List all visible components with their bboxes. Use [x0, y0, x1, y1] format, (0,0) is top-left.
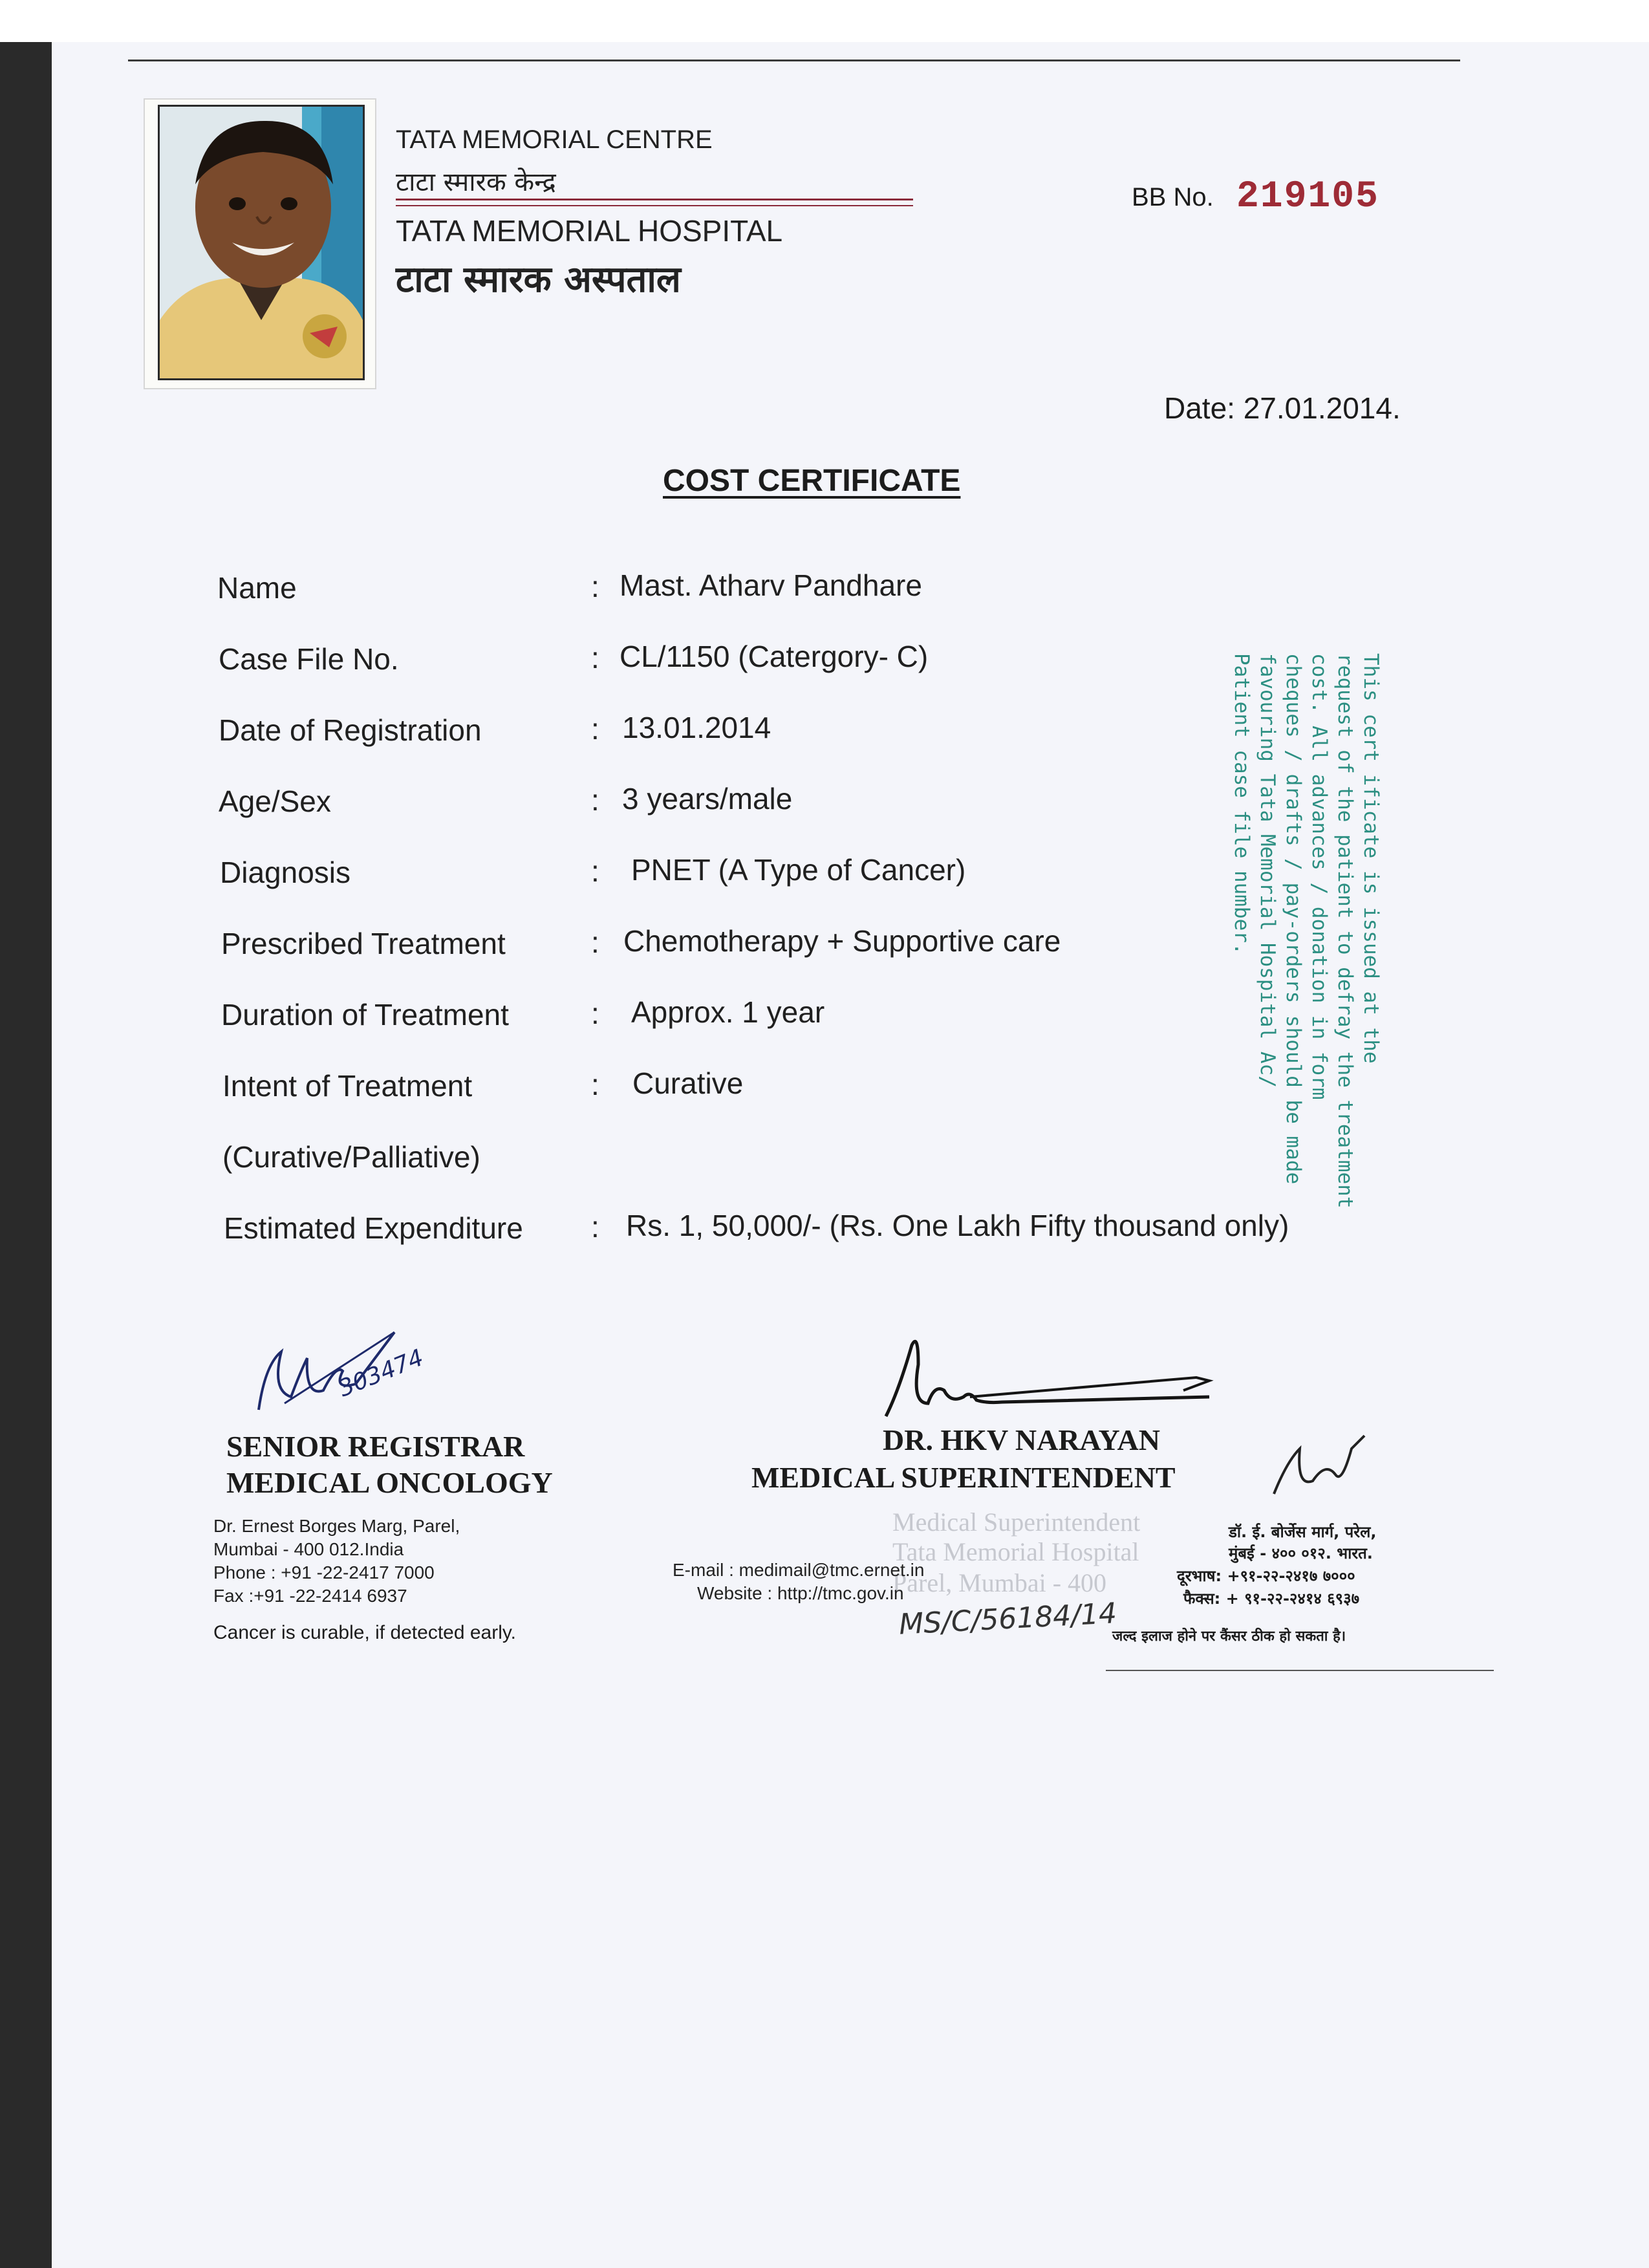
patient-photo-image: [160, 107, 363, 378]
field-colon: :: [591, 997, 599, 1030]
registrar-department: MEDICAL ONCOLOGY: [226, 1466, 553, 1499]
faint-stamp-line: Tata Memorial Hospital: [892, 1537, 1139, 1566]
footer-address-line: Mumbai - 400 012.India: [213, 1539, 404, 1559]
footer-email: E-mail : medimail@tmc.ernet.in: [673, 1560, 925, 1580]
payment-instruction-stamp: [1229, 653, 1384, 1209]
field-colon: :: [591, 1068, 599, 1101]
faint-stamp-line: Parel, Mumbai - 400: [892, 1568, 1107, 1597]
footer-phone: Phone : +91 -22-2417 7000: [213, 1562, 435, 1582]
field-value: Rs. 1, 50,000/- (Rs. One Lakh Fifty thousand only): [626, 1209, 1289, 1242]
top-rule: [128, 59, 1460, 61]
field-value: 3 years/male: [622, 782, 793, 815]
field-value: Curative: [632, 1066, 744, 1100]
footer-fax: Fax :+91 -22-2414 6937: [213, 1586, 407, 1606]
field-label: Date of Registration: [219, 713, 482, 747]
faint-stamp-line: Medical Superintendent: [892, 1507, 1141, 1537]
stamp-line: cheques / drafts / pay-orders should be made: [1282, 653, 1305, 1185]
stamp-line: cost. All advances / donation in form: [1308, 653, 1331, 1100]
superintendent-signature: [873, 1326, 1222, 1429]
footer-address-hi: मुंबई - ४०० ०१२. भारत.: [1229, 1544, 1373, 1562]
footer-website: Website : http://tmc.gov.in: [697, 1583, 904, 1603]
bb-no-value: 219105: [1236, 176, 1379, 218]
stamp-line: Patient case file number.: [1230, 653, 1253, 955]
field-label: Case File No.: [219, 642, 399, 676]
field-colon: :: [591, 783, 599, 817]
field-label: Intent of Treatment: [222, 1069, 473, 1103]
footer-rule: [1106, 1670, 1494, 1671]
hospital-name-en: TATA MEMORIAL HOSPITAL: [396, 214, 783, 248]
footer-fax-hi: फैक्स: + ९१-२२-२४१४ ६९३७: [1183, 1590, 1360, 1608]
initials-signature: [1267, 1423, 1371, 1507]
field-colon: :: [591, 712, 599, 746]
registrar-signature-number: 303474: [335, 1344, 427, 1403]
footer-tagline-hi: जल्द इलाज होने पर कैंसर ठीक हो सकता है।: [1112, 1628, 1346, 1645]
field-label: Name: [217, 571, 297, 605]
footer-address-hi: डॉ. ई. बोर्जेस मार्ग, परेल,: [1229, 1523, 1377, 1541]
reference-number: MS/C/56184/14: [898, 1597, 1118, 1641]
field-label: Estimated Expenditure: [224, 1211, 523, 1245]
field-value: Approx. 1 year: [631, 995, 825, 1029]
certificate-date: Date: 27.01.2014.: [1164, 391, 1401, 425]
field-colon: :: [591, 1210, 599, 1244]
patient-photo: [158, 105, 365, 380]
field-label: Duration of Treatment: [221, 998, 509, 1031]
letterhead-rule: [396, 199, 913, 200]
field-label: (Curative/Palliative): [222, 1140, 480, 1174]
field-label: Diagnosis: [220, 856, 350, 889]
document-title: COST CERTIFICATE: [663, 464, 961, 498]
registrar-signature: [246, 1319, 453, 1423]
field-value: Mast. Atharv Pandhare: [620, 568, 922, 602]
stamp-line: request of the patient to defray the treatment: [1333, 653, 1357, 1209]
field-label: Prescribed Treatment: [221, 927, 506, 960]
superintendent-title: MEDICAL SUPERINTENDENT: [751, 1461, 1176, 1494]
field-colon: :: [591, 570, 599, 603]
org-name-en: TATA MEMORIAL CENTRE: [396, 125, 713, 154]
org-name-hi: टाटा स्मारक केन्द्र: [396, 167, 556, 197]
field-label: Age/Sex: [219, 784, 331, 818]
field-colon: :: [591, 641, 599, 675]
field-value: 13.01.2014: [622, 711, 771, 744]
footer-phone-hi: दूरभाष: +९१-२२-२४१७ ७०००: [1177, 1567, 1355, 1585]
registrar-title: SENIOR REGISTRAR: [226, 1430, 525, 1463]
stamp-line: favouring Tata Memorial Hospital Ac/: [1256, 653, 1279, 1088]
field-value: CL/1150 (Catergory- C): [620, 640, 929, 673]
letterhead-rule: [396, 205, 913, 206]
stamp-line: This cert ificate is issued at the: [1359, 653, 1383, 1064]
stamp-text: [1229, 653, 1384, 1209]
field-value: Chemotherapy + Supportive care: [623, 924, 1061, 958]
field-value: PNET (A Type of Cancer): [631, 853, 966, 887]
superintendent-name: DR. HKV NARAYAN: [883, 1423, 1160, 1456]
footer-tagline: Cancer is curable, if detected early.: [213, 1622, 517, 1643]
hospital-name-hi: टाटा स्मारक अस्पताल: [396, 259, 681, 301]
footer-address-line: Dr. Ernest Borges Marg, Parel,: [213, 1516, 460, 1536]
scan-top-margin: [0, 0, 1649, 42]
bb-no-label: BB No.: [1132, 183, 1214, 211]
field-colon: :: [591, 925, 599, 959]
field-colon: :: [591, 854, 599, 888]
